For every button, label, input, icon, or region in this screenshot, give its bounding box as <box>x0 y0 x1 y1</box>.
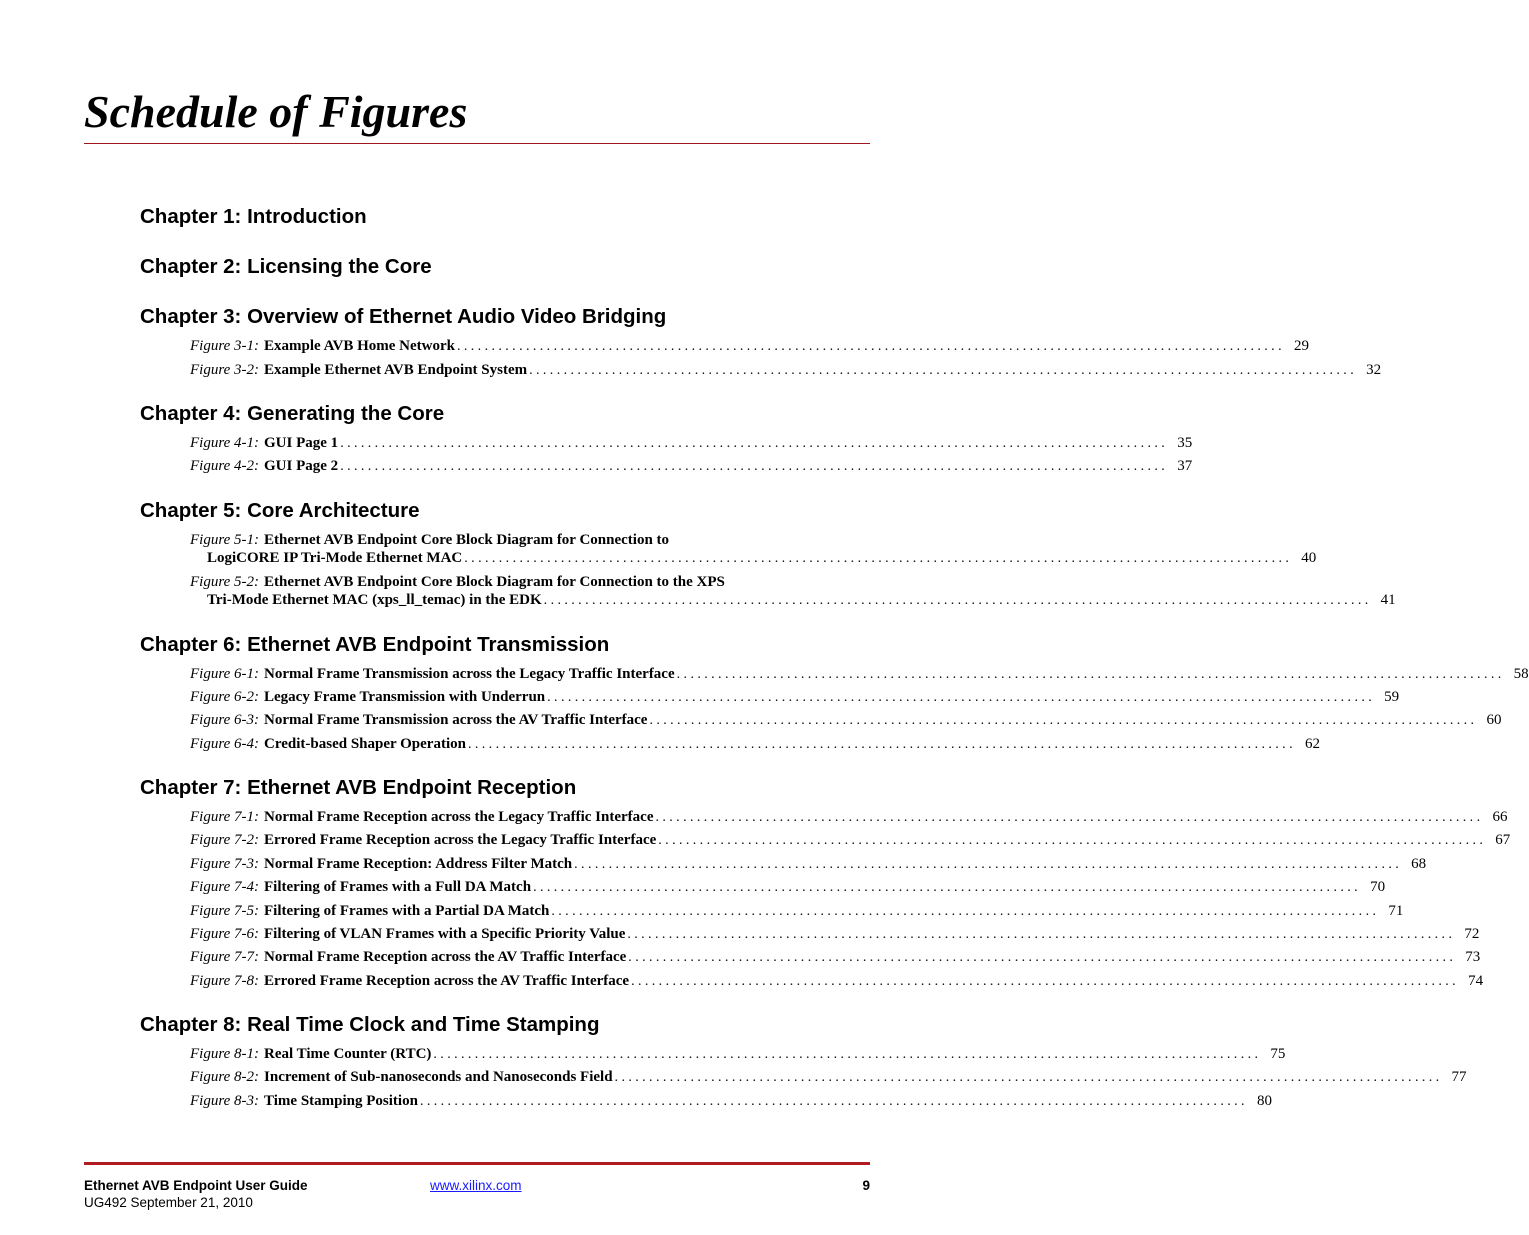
page-number: 29 <box>1293 338 1309 354</box>
figure-title: Normal Frame Transmission across the AV Traffic Interface <box>264 712 648 728</box>
figure-title: Normal Frame Reception across the AV Traffic Interface <box>264 949 627 965</box>
dot-leader: ........................................................................................................................ <box>676 667 1505 682</box>
figure-entry-3-1[interactable] <box>190 336 1309 356</box>
figure-title: Errored Frame Reception across the AV Traffic Interface <box>264 973 630 989</box>
page-number: 77 <box>1451 1069 1467 1085</box>
footer-rule <box>84 1162 870 1165</box>
figure-number: Figure 8-2: <box>190 1069 260 1085</box>
figure-entry-7-7[interactable] <box>190 947 1481 967</box>
page-number: 67 <box>1495 832 1511 848</box>
figure-entry-3-2[interactable] <box>190 360 1382 380</box>
page-number: 59 <box>1384 689 1400 705</box>
figure-entry-6-2[interactable] <box>190 687 1400 707</box>
page-number: 74 <box>1468 973 1484 989</box>
figure-title: Normal Frame Reception: Address Filter Match <box>264 856 573 872</box>
figure-entry-6-1[interactable] <box>190 664 1529 684</box>
page-number: 80 <box>1256 1093 1272 1109</box>
figure-title: Filtering of VLAN Frames with a Specific Priority Value <box>264 926 626 942</box>
figure-entry-4-1[interactable] <box>190 433 1193 453</box>
figure-title: GUI Page 1 <box>264 435 339 451</box>
dot-leader: ........................................................................................................................ <box>533 880 1362 895</box>
chapter-heading-2[interactable]: Chapter 2: Licensing the Core <box>140 255 432 278</box>
chapter-heading-1[interactable]: Chapter 1: Introduction <box>140 205 367 228</box>
dot-leader: ........................................................................................................................ <box>574 857 1403 872</box>
figure-number: Figure 6-2: <box>190 689 260 705</box>
figure-number: Figure 7-1: <box>190 809 260 825</box>
figure-title: GUI Page 2 <box>264 458 339 474</box>
chapter-heading-4[interactable]: Chapter 4: Generating the Core <box>140 402 445 425</box>
chapter-heading-8[interactable]: Chapter 8: Real Time Clock and Time Stamping <box>140 1013 600 1036</box>
footer-website-link[interactable]: www.xilinx.com <box>430 1178 522 1193</box>
chapter-heading-7[interactable]: Chapter 7: Ethernet AVB Endpoint Reception <box>140 776 577 799</box>
figure-title: Ethernet AVB Endpoint Core Block Diagram for Connection to the XPS <box>264 574 725 590</box>
figure-number: Figure 8-1: <box>190 1046 260 1062</box>
figure-entry-8-2[interactable] <box>190 1067 1467 1087</box>
figure-entry-5-1[interactable] <box>190 530 1317 570</box>
figure-entry-7-2[interactable] <box>190 830 1511 850</box>
figure-number: Figure 5-1: <box>190 532 260 548</box>
page-number: 66 <box>1492 809 1508 825</box>
dot-leader: ........................................................................................................................ <box>614 1070 1443 1085</box>
figure-title: Filtering of Frames with a Partial DA Match <box>264 903 550 919</box>
page-number: 71 <box>1388 903 1404 919</box>
figure-number: Figure 7-3: <box>190 856 260 872</box>
figure-entry-4-2[interactable] <box>190 456 1193 476</box>
dot-leader: ........................................................................................................................ <box>464 551 1293 566</box>
page-title: Schedule of Figures <box>84 86 468 137</box>
dot-leader: ........................................................................................................................ <box>340 459 1169 474</box>
figure-number: Figure 7-8: <box>190 973 260 989</box>
footer-doc-title: Ethernet AVB Endpoint User Guide <box>84 1178 308 1193</box>
figure-entry-7-4[interactable] <box>190 877 1386 897</box>
figure-number: Figure 3-2: <box>190 362 260 378</box>
figure-title: Filtering of Frames with a Full DA Match <box>264 879 532 895</box>
dot-leader: ........................................................................................................................ <box>543 593 1372 608</box>
figure-title: Ethernet AVB Endpoint Core Block Diagram for Connection to <box>264 532 670 548</box>
dot-leader: ........................................................................................................................ <box>658 833 1487 848</box>
figure-entry-7-1[interactable] <box>190 807 1508 827</box>
figure-number: Figure 7-5: <box>190 903 260 919</box>
figure-title: Normal Frame Reception across the Legacy Traffic Interface <box>264 809 654 825</box>
dot-leader: ........................................................................................................................ <box>433 1047 1262 1062</box>
page-number: 70 <box>1370 879 1386 895</box>
chapter-heading-3[interactable]: Chapter 3: Overview of Ethernet Audio Video Bridging <box>140 305 667 328</box>
page-number: 32 <box>1366 362 1382 378</box>
figure-number: Figure 6-1: <box>190 666 260 682</box>
figure-number: Figure 5-2: <box>190 574 260 590</box>
figure-number: Figure 7-2: <box>190 832 260 848</box>
page-number: 72 <box>1464 926 1480 942</box>
figure-number: Figure 7-6: <box>190 926 260 942</box>
figure-title: Credit-based Shaper Operation <box>264 736 466 752</box>
figure-entry-7-6[interactable] <box>190 924 1480 944</box>
dot-leader: ........................................................................................................................ <box>467 737 1296 752</box>
figure-title: Example AVB Home Network <box>264 338 455 354</box>
figure-number: Figure 6-4: <box>190 736 260 752</box>
chapter-heading-5[interactable]: Chapter 5: Core Architecture <box>140 499 420 522</box>
figure-number: Figure 6-3: <box>190 712 260 728</box>
figure-entry-8-3[interactable] <box>190 1091 1272 1111</box>
dot-leader: ........................................................................................................................ <box>419 1094 1248 1109</box>
page-number: 62 <box>1304 736 1320 752</box>
figure-title: Errored Frame Reception across the Legacy Traffic Interface <box>264 832 657 848</box>
page-number: 75 <box>1270 1046 1286 1062</box>
figure-number: Figure 3-1: <box>190 338 260 354</box>
dot-leader: ........................................................................................................................ <box>627 927 1456 942</box>
page-number: 60 <box>1486 712 1502 728</box>
footer-page-number: 9 <box>862 1178 870 1193</box>
figure-entry-8-1[interactable] <box>190 1044 1286 1064</box>
dot-leader: ........................................................................................................................ <box>456 339 1285 354</box>
figure-title: Legacy Frame Transmission with Underrun <box>264 689 546 705</box>
dot-leader: ........................................................................................................................ <box>649 713 1478 728</box>
title-rule <box>84 143 870 144</box>
figure-entry-7-8[interactable] <box>190 971 1484 991</box>
figure-number: Figure 4-2: <box>190 458 260 474</box>
footer-doc-id: UG492 September 21, 2010 <box>84 1195 253 1210</box>
dot-leader: ........................................................................................................................ <box>340 436 1169 451</box>
figure-title-continued: Tri-Mode Ethernet MAC (xps_ll_temac) in the EDK <box>207 592 542 608</box>
figure-entry-7-3[interactable] <box>190 854 1427 874</box>
figure-entry-6-3[interactable] <box>190 710 1502 730</box>
figure-number: Figure 7-7: <box>190 949 260 965</box>
page-number: 37 <box>1177 458 1193 474</box>
dot-leader: ........................................................................................................................ <box>628 950 1457 965</box>
chapter-heading-6[interactable]: Chapter 6: Ethernet AVB Endpoint Transmission <box>140 633 610 656</box>
figure-entry-7-5[interactable] <box>190 901 1404 921</box>
figure-title: Real Time Counter (RTC) <box>264 1046 432 1062</box>
page-number: 41 <box>1380 592 1396 608</box>
page-number: 40 <box>1301 550 1317 566</box>
page-number: 58 <box>1513 666 1529 682</box>
dot-leader: ........................................................................................................................ <box>551 904 1380 919</box>
figure-title: Time Stamping Position <box>264 1093 418 1109</box>
figure-title: Normal Frame Transmission across the Legacy Traffic Interface <box>264 666 675 682</box>
dot-leader: ........................................................................................................................ <box>529 363 1358 378</box>
page-number: 73 <box>1465 949 1481 965</box>
page-number: 35 <box>1177 435 1193 451</box>
figure-number: Figure 8-3: <box>190 1093 260 1109</box>
page-number: 68 <box>1411 856 1427 872</box>
figure-title: Increment of Sub-nanoseconds and Nanoseconds Field <box>264 1069 613 1085</box>
dot-leader: ........................................................................................................................ <box>631 974 1460 989</box>
dot-leader: ........................................................................................................................ <box>655 810 1484 825</box>
figure-title: Example Ethernet AVB Endpoint System <box>264 362 528 378</box>
figure-entry-5-2[interactable] <box>190 572 1396 612</box>
figure-entry-6-4[interactable] <box>190 734 1320 754</box>
dot-leader: ........................................................................................................................ <box>547 690 1376 705</box>
figure-number: Figure 7-4: <box>190 879 260 895</box>
figure-number: Figure 4-1: <box>190 435 260 451</box>
figure-title-continued: LogiCORE IP Tri-Mode Ethernet MAC <box>207 550 463 566</box>
